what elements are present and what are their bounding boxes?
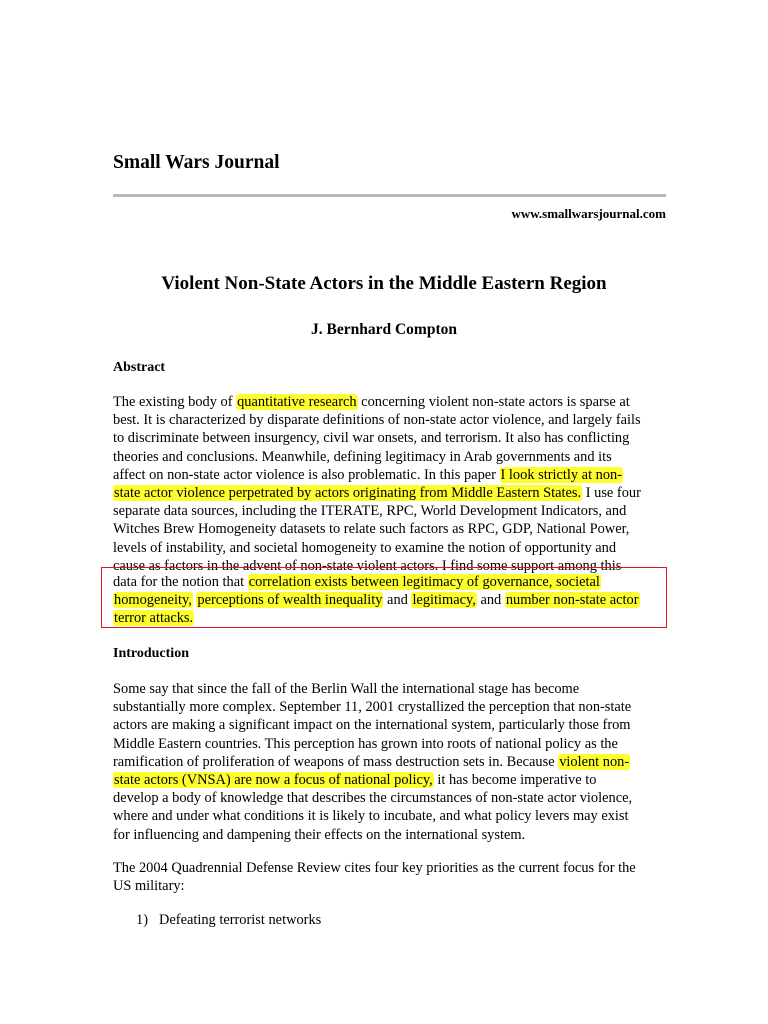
text-line xyxy=(113,429,673,447)
text-segment: and xyxy=(476,592,505,609)
text-segment: ramification of proliferation of weapons of mass destruction sets in. Because xyxy=(113,753,559,770)
list-marker: 1) xyxy=(136,912,148,928)
highlighted-text: violent non- xyxy=(559,753,630,770)
text-segment: concerning violent non-state actors is sparse at xyxy=(357,394,630,410)
text-segment: separate data sources, including the ITERATE, RPC, World Development Indicators, and xyxy=(113,503,627,520)
text-line xyxy=(113,698,673,716)
introduction-heading: Introduction xyxy=(113,646,189,661)
text-line xyxy=(113,771,673,789)
text-segment: where and under what conditions it is likely to incubate, and what policy levers may exist xyxy=(113,808,629,825)
text-line xyxy=(113,680,673,698)
journal-url[interactable]: www.smallwarsjournal.com xyxy=(511,206,666,221)
text-segment: best. It is characterized by disparate definitions of non-state actor violence, and largely fails xyxy=(113,412,641,429)
text-segment: I use four xyxy=(582,485,641,501)
text-line xyxy=(113,877,673,895)
list-item-text: Defeating terrorist networks xyxy=(159,912,322,928)
highlighted-text: quantitative research xyxy=(237,394,357,410)
text-line xyxy=(113,539,673,557)
article-title: Violent Non-State Actors in the Middle Eastern Region xyxy=(161,273,607,294)
text-segment: develop a body of knowledge that describes the circumstances of non-state actor violence, xyxy=(113,790,633,807)
text-line xyxy=(113,502,673,520)
highlighted-text: homogeneity, xyxy=(114,592,192,609)
text-line xyxy=(113,411,673,429)
highlighted-text: I look strictly at non- xyxy=(500,466,623,483)
text-segment: affect on non-state actor violence is also problematic. In this paper xyxy=(113,466,500,483)
highlighted-text: terror attacks. xyxy=(114,610,194,627)
text-segment: data for the notion that xyxy=(113,574,248,590)
text-line xyxy=(113,807,673,825)
text-segment: levels of instability, and societal homogeneity to examine the notion of opportunity and xyxy=(113,539,617,556)
text-line xyxy=(113,448,673,466)
text-line xyxy=(113,393,673,411)
text-line xyxy=(113,484,673,502)
highlighted-text: legitimacy, xyxy=(412,592,476,609)
text-segment: The existing body of xyxy=(113,394,237,410)
text-segment: Some say that since the fall of the Berlin Wall the international stage has become xyxy=(113,681,580,697)
text-segment: it has become imperative to xyxy=(433,772,597,788)
text-line xyxy=(113,789,673,807)
highlighted-text: number non-state actor xyxy=(505,592,639,609)
text-line xyxy=(113,753,673,771)
text-segment: to discriminate between insurgency, civil war onsets, and terrorism. It also has conflicting xyxy=(113,430,630,447)
text-segment: substantially more complex. September 11, 2001 crystallized the perception that non-state xyxy=(113,699,632,716)
list-item xyxy=(136,911,696,929)
article-author: J. Bernhard Compton xyxy=(311,321,457,338)
abstract-heading: Abstract xyxy=(113,360,166,375)
text-line xyxy=(113,466,673,484)
text-line xyxy=(113,609,673,627)
text-line xyxy=(113,591,673,609)
text-line xyxy=(113,716,673,734)
highlighted-text: state actors (VNSA) are now a focus of national policy, xyxy=(114,772,433,788)
text-line xyxy=(113,826,673,844)
text-line xyxy=(113,573,673,591)
text-segment: theories and conclusions. Meanwhile, defining legitimacy in Arab governments and its xyxy=(113,448,612,465)
text-segment: The 2004 Quadrennial Defense Review cites four key priorities as the current focus for the xyxy=(113,860,636,876)
text-segment: Middle Eastern countries. This perception has grown into roots of national policy as the xyxy=(113,735,618,752)
text-segment: US military: xyxy=(113,878,185,895)
text-segment: cause as factors in the advent of non-state violent actors. I find some support among this xyxy=(113,557,622,574)
text-segment: Witches Brew Homogeneity datasets to relate such factors as RPC, GDP, National Power, xyxy=(113,521,630,538)
text-line xyxy=(113,859,673,877)
text-line xyxy=(113,735,673,753)
text-line xyxy=(113,520,673,538)
text-segment: and xyxy=(383,592,412,609)
text-segment: for influencing and dampening their effects on the international system. xyxy=(113,826,526,843)
journal-name: Small Wars Journal xyxy=(113,152,280,173)
highlighted-text: perceptions of wealth inequality xyxy=(197,592,383,609)
header-rule xyxy=(113,194,666,197)
text-segment: actors are making a significant impact on the international system, particularly those from xyxy=(113,717,631,734)
highlighted-text: state actor violence perpetrated by actors originating from Middle Eastern States. xyxy=(114,485,582,501)
highlighted-text: correlation exists between legitimacy of governance, societal xyxy=(248,574,600,590)
